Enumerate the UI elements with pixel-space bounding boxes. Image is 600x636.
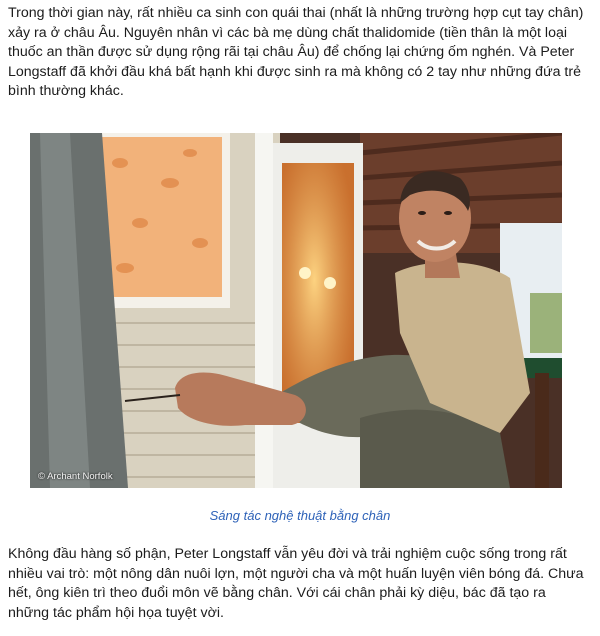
photo-illustration	[30, 133, 562, 488]
article-photo	[30, 133, 562, 488]
intro-paragraph: Trong thời gian này, rất nhiều ca sinh con quái thai (nhất là những trường hợp cụt tay chân) xảy ra ở châu Âu. Nguyên nhân vì các bà mẹ dùng chất thalidomide (tiền thân là một loại thuốc an thần được sử dụng rộng rãi tại châu Âu) để chống lại chứng ốm nghén. Và Peter Longstaff đã khởi đầu khá bất hạnh khi được sinh ra mà không có 2 tay như những đứa trẻ bình thường khác.	[8, 5, 584, 99]
outro-paragraph: Không đầu hàng số phận, Peter Longstaff vẫn yêu đời và trải nghiệm cuộc sống trong rất nhiều vai trò: một nông dân nuôi lợn, một người cha và một huấn luyện viên bóng đá. Chưa hết, ông kiên trì theo đuổi môn vẽ bằng chân. Với cái chân phải kỳ diệu, bác đã tạo ra những tác phẩm hội họa tuyệt vời.	[8, 546, 584, 621]
figure-caption: Sáng tác nghệ thuật bằng chân	[209, 508, 391, 523]
photo-credit: © Archant Norfolk	[38, 471, 113, 482]
